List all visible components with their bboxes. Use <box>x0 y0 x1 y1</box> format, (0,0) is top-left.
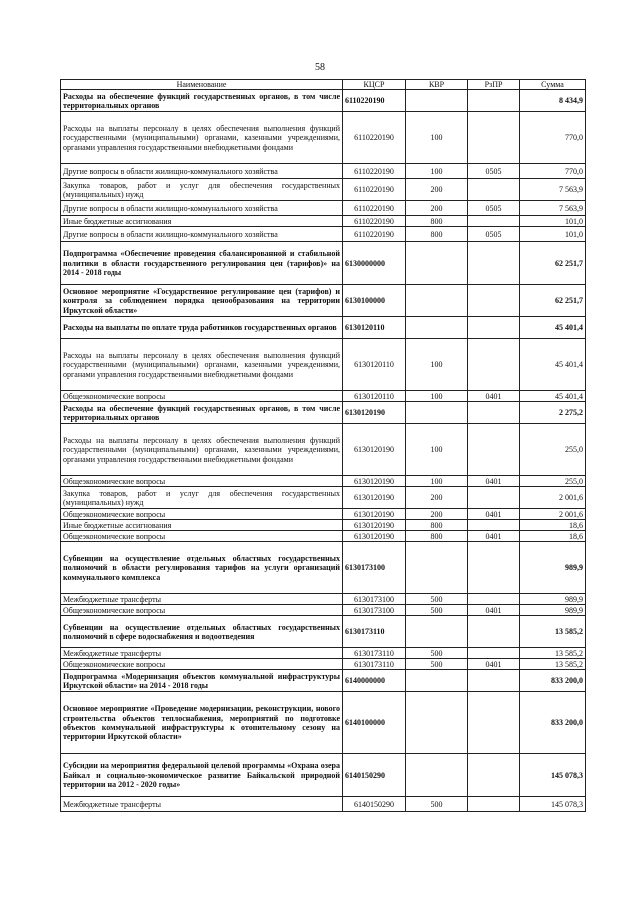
cell-kcsr: 6130173110 <box>343 616 406 648</box>
cell-sum: 62 251,7 <box>520 285 586 317</box>
table-header-row <box>61 80 586 90</box>
header-kvr: КВР <box>406 80 468 90</box>
table-row <box>61 402 586 424</box>
table-row <box>61 424 586 476</box>
cell-rzpr <box>468 179 520 201</box>
cell-name: Субвенции на осуществление отдельных областных государственных полномочий в сфере водоснабжения и водоотведения <box>61 616 343 648</box>
table-row <box>61 317 586 339</box>
cell-kvr <box>406 692 468 754</box>
cell-kcsr: 6130173100 <box>343 542 406 594</box>
cell-rzpr <box>468 339 520 391</box>
cell-name: Общеэкономические вопросы <box>61 531 343 542</box>
cell-rzpr <box>468 112 520 164</box>
cell-sum: 7 563,9 <box>520 179 586 201</box>
cell-sum: 989,9 <box>520 594 586 605</box>
table-row <box>61 242 586 285</box>
cell-kvr <box>406 285 468 317</box>
cell-kcsr: 6130120190 <box>343 402 406 424</box>
cell-rzpr <box>468 520 520 531</box>
cell-name: Межбюджетные трансферты <box>61 594 343 605</box>
cell-kcsr: 6130120190 <box>343 476 406 487</box>
cell-sum: 45 401,4 <box>520 391 586 402</box>
cell-sum: 101,0 <box>520 227 586 242</box>
cell-sum: 13 585,2 <box>520 616 586 648</box>
cell-kcsr: 6110220190 <box>343 201 406 216</box>
cell-kvr: 800 <box>406 531 468 542</box>
table-row <box>61 648 586 659</box>
cell-rzpr <box>468 692 520 754</box>
cell-name: Расходы на выплаты по оплате труда работников государственных органов <box>61 317 343 339</box>
cell-kcsr: 6130173110 <box>343 659 406 670</box>
cell-kvr: 500 <box>406 659 468 670</box>
cell-kcsr: 6140150290 <box>343 754 406 797</box>
cell-sum: 45 401,4 <box>520 339 586 391</box>
cell-kcsr: 6110220190 <box>343 164 406 179</box>
table-row <box>61 520 586 531</box>
cell-kvr: 200 <box>406 179 468 201</box>
cell-sum: 101,0 <box>520 216 586 227</box>
cell-name: Расходы на выплаты персоналу в целях обеспечения выполнения функций государственными (муниципальными) органами, казенными учреждениями, органами управления государственными внебюджетными фондами <box>61 424 343 476</box>
cell-sum: 13 585,2 <box>520 648 586 659</box>
cell-sum: 989,9 <box>520 605 586 616</box>
cell-name: Основное мероприятие «Проведение модернизации, реконструкции, нового строительства объектов теплоснабжения, мероприятий по подготовке объектов коммунальной инфраструктуры к отопительному сезону на территории Иркутской области» <box>61 692 343 754</box>
cell-rzpr <box>468 285 520 317</box>
table-body <box>61 90 586 812</box>
cell-sum: 989,9 <box>520 542 586 594</box>
cell-rzpr <box>468 90 520 112</box>
cell-sum: 45 401,4 <box>520 317 586 339</box>
cell-kvr: 500 <box>406 594 468 605</box>
header-rzpr: РзПР <box>468 80 520 90</box>
table-row <box>61 201 586 216</box>
cell-name: Другие вопросы в области жилищно-коммунального хозяйства <box>61 164 343 179</box>
cell-name: Другие вопросы в области жилищно-коммунального хозяйства <box>61 227 343 242</box>
table-row <box>61 179 586 201</box>
table-row <box>61 531 586 542</box>
budget-table <box>60 79 586 812</box>
cell-name: Закупка товаров, работ и услуг для обеспечения государственных (муниципальных) нужд <box>61 487 343 509</box>
cell-sum: 13 585,2 <box>520 659 586 670</box>
header-sum: Сумма <box>520 80 586 90</box>
cell-sum: 833 200,0 <box>520 670 586 692</box>
cell-rzpr: 0401 <box>468 531 520 542</box>
cell-kcsr: 6140000000 <box>343 670 406 692</box>
cell-kcsr: 6140100000 <box>343 692 406 754</box>
cell-sum: 62 251,7 <box>520 242 586 285</box>
cell-sum: 255,0 <box>520 476 586 487</box>
cell-kcsr: 6130000000 <box>343 242 406 285</box>
cell-kvr: 200 <box>406 509 468 520</box>
cell-name: Подпрограмма «Модернизация объектов коммунальной инфраструктуры Иркутской области» на 2014 - 2018 годы <box>61 670 343 692</box>
cell-rzpr: 0505 <box>468 201 520 216</box>
cell-sum: 770,0 <box>520 112 586 164</box>
cell-kvr: 500 <box>406 648 468 659</box>
cell-kvr: 200 <box>406 487 468 509</box>
cell-kcsr: 6130100000 <box>343 285 406 317</box>
table-row <box>61 487 586 509</box>
cell-name: Основное мероприятие «Государственное регулирование цен (тарифов) и контроля за соблюдением порядка ценообразования на территории Иркутской области» <box>61 285 343 317</box>
cell-kcsr: 6110220190 <box>343 90 406 112</box>
cell-kcsr: 6130120190 <box>343 531 406 542</box>
table-row <box>61 670 586 692</box>
cell-rzpr <box>468 754 520 797</box>
cell-name: Иные бюджетные ассигнования <box>61 216 343 227</box>
cell-kvr: 100 <box>406 112 468 164</box>
cell-kcsr: 6130173100 <box>343 594 406 605</box>
cell-rzpr: 0505 <box>468 164 520 179</box>
cell-rzpr <box>468 542 520 594</box>
table-row <box>61 797 586 812</box>
cell-name: Общеэкономические вопросы <box>61 476 343 487</box>
cell-name: Межбюджетные трансферты <box>61 648 343 659</box>
cell-rzpr <box>468 216 520 227</box>
cell-name: Другие вопросы в области жилищно-коммунального хозяйства <box>61 201 343 216</box>
cell-rzpr <box>468 594 520 605</box>
cell-sum: 833 200,0 <box>520 692 586 754</box>
cell-name: Расходы на обеспечение функций государственных органов, в том числе территориальных органов <box>61 402 343 424</box>
cell-rzpr: 0401 <box>468 509 520 520</box>
cell-name: Общеэкономические вопросы <box>61 509 343 520</box>
cell-kvr: 500 <box>406 605 468 616</box>
table-row <box>61 692 586 754</box>
cell-name: Подпрограмма «Обеспечение проведения сбалансированной и стабильной политики в области государственного регулирования цен (тарифов)» на 2014 - 2018 годы <box>61 242 343 285</box>
cell-kcsr: 6140150290 <box>343 797 406 812</box>
cell-rzpr: 0505 <box>468 227 520 242</box>
cell-kcsr: 6110220190 <box>343 216 406 227</box>
table-row <box>61 216 586 227</box>
cell-rzpr <box>468 317 520 339</box>
cell-sum: 7 563,9 <box>520 201 586 216</box>
cell-sum: 770,0 <box>520 164 586 179</box>
cell-sum: 8 434,9 <box>520 90 586 112</box>
cell-sum: 2 001,6 <box>520 509 586 520</box>
cell-sum: 2 001,6 <box>520 487 586 509</box>
table-row <box>61 227 586 242</box>
cell-rzpr <box>468 242 520 285</box>
cell-kvr: 800 <box>406 227 468 242</box>
cell-kvr <box>406 242 468 285</box>
cell-sum: 18,6 <box>520 520 586 531</box>
cell-kvr <box>406 616 468 648</box>
cell-kcsr: 6130120190 <box>343 487 406 509</box>
cell-kcsr: 6130173100 <box>343 605 406 616</box>
cell-kvr: 500 <box>406 797 468 812</box>
cell-rzpr <box>468 424 520 476</box>
cell-name: Субсидии на мероприятия федеральной целевой программы «Охрана озера Байкал и социально-экономическое развитие Байкальской природной территории на 2012 - 2020 годы» <box>61 754 343 797</box>
cell-sum: 255,0 <box>520 424 586 476</box>
table-row <box>61 391 586 402</box>
cell-kvr: 800 <box>406 216 468 227</box>
page-number: 58 <box>315 62 325 73</box>
table-row <box>61 616 586 648</box>
cell-name: Общеэкономические вопросы <box>61 659 343 670</box>
cell-sum: 145 078,3 <box>520 754 586 797</box>
table-row <box>61 542 586 594</box>
cell-kvr: 800 <box>406 520 468 531</box>
table-row <box>61 605 586 616</box>
cell-rzpr <box>468 670 520 692</box>
cell-name: Общеэкономические вопросы <box>61 391 343 402</box>
cell-name: Общеэкономические вопросы <box>61 605 343 616</box>
cell-kcsr: 6130173110 <box>343 648 406 659</box>
cell-rzpr: 0401 <box>468 605 520 616</box>
cell-name: Закупка товаров, работ и услуг для обеспечения государственных (муниципальных) нужд <box>61 179 343 201</box>
table-row <box>61 476 586 487</box>
cell-kvr: 200 <box>406 201 468 216</box>
cell-kcsr: 6130120190 <box>343 520 406 531</box>
cell-rzpr <box>468 616 520 648</box>
cell-kvr <box>406 317 468 339</box>
cell-kvr <box>406 542 468 594</box>
table-row <box>61 754 586 797</box>
cell-name: Субвенции на осуществление отдельных областных государственных полномочий в области регулирования тарифов на услуги организаций коммунального комплекса <box>61 542 343 594</box>
table-row <box>61 285 586 317</box>
cell-kcsr: 6130120190 <box>343 424 406 476</box>
cell-kvr <box>406 754 468 797</box>
cell-kcsr: 6110220190 <box>343 112 406 164</box>
cell-kcsr: 6110220190 <box>343 179 406 201</box>
cell-kvr: 100 <box>406 164 468 179</box>
cell-kcsr: 6130120110 <box>343 391 406 402</box>
cell-name: Межбюджетные трансферты <box>61 797 343 812</box>
cell-name: Расходы на выплаты персоналу в целях обеспечения выполнения функций государственными (муниципальными) органами, казенными учреждениями, органами управления государственными внебюджетными фондами <box>61 339 343 391</box>
cell-name: Расходы на выплаты персоналу в целях обеспечения выполнения функций государственными (муниципальными) органами, казенными учреждениями, органами управления государственными внебюджетными фондами <box>61 112 343 164</box>
cell-rzpr: 0401 <box>468 476 520 487</box>
cell-kvr: 100 <box>406 424 468 476</box>
cell-name: Иные бюджетные ассигнования <box>61 520 343 531</box>
cell-sum: 2 275,2 <box>520 402 586 424</box>
cell-rzpr <box>468 402 520 424</box>
cell-name: Расходы на обеспечение функций государственных органов, в том числе территориальных органов <box>61 90 343 112</box>
cell-kvr: 100 <box>406 476 468 487</box>
cell-kvr <box>406 90 468 112</box>
cell-rzpr: 0401 <box>468 391 520 402</box>
table-row <box>61 164 586 179</box>
cell-kvr: 100 <box>406 339 468 391</box>
cell-kcsr: 6110220190 <box>343 227 406 242</box>
header-name: Наименование <box>61 80 343 90</box>
cell-kvr <box>406 402 468 424</box>
table-row <box>61 594 586 605</box>
table-row <box>61 509 586 520</box>
cell-rzpr <box>468 648 520 659</box>
cell-kcsr: 6130120110 <box>343 339 406 391</box>
cell-rzpr: 0401 <box>468 659 520 670</box>
cell-rzpr <box>468 487 520 509</box>
cell-kvr: 100 <box>406 391 468 402</box>
header-kcsr: КЦСР <box>343 80 406 90</box>
table-row <box>61 659 586 670</box>
cell-sum: 18,6 <box>520 531 586 542</box>
table-row <box>61 339 586 391</box>
table-row <box>61 90 586 112</box>
cell-kvr <box>406 670 468 692</box>
cell-sum: 145 078,3 <box>520 797 586 812</box>
cell-kcsr: 6130120190 <box>343 509 406 520</box>
cell-rzpr <box>468 797 520 812</box>
cell-kcsr: 6130120110 <box>343 317 406 339</box>
table-row <box>61 112 586 164</box>
